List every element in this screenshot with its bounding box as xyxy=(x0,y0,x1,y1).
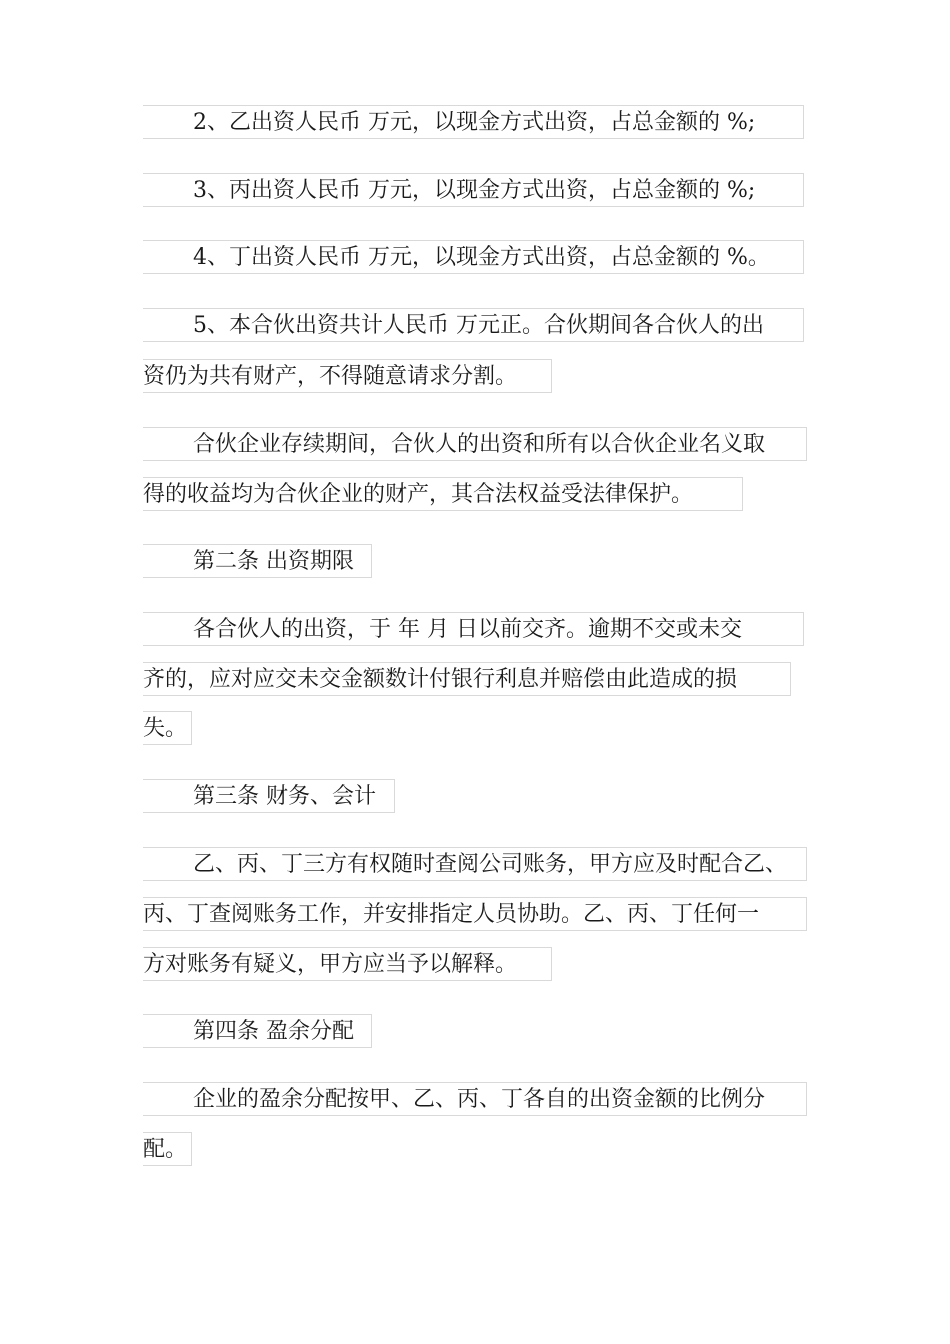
paragraph-profit-distribution-line-2: 配。 xyxy=(143,1132,192,1166)
section-heading-article-2: 第二条 出资期限 xyxy=(143,544,372,578)
paragraph-accounting-line-2: 丙、丁查阅账务工作，并安排指定人员协助。乙、丙、丁任何一 xyxy=(143,897,807,931)
paragraph-contribution-deadline-line-3: 失。 xyxy=(143,711,192,745)
paragraph-partnership-property-line-2: 得的收益均为合伙企业的财产，其合法权益受法律保护。 xyxy=(143,477,743,511)
clause-item-4: 4、丁出资人民币 万元，以现金方式出资，占总金额的 %。 xyxy=(143,240,804,274)
clause-item-2: 2、乙出资人民币 万元，以现金方式出资，占总金额的 %; xyxy=(143,105,804,139)
section-heading-article-3: 第三条 财务、会计 xyxy=(143,779,395,813)
paragraph-contribution-deadline-line-2: 齐的，应对应交未交金额数计付银行利息并赔偿由此造成的损 xyxy=(143,662,791,696)
paragraph-profit-distribution-line-1: 企业的盈余分配按甲、乙、丙、丁各自的出资金额的比例分 xyxy=(143,1082,807,1116)
paragraph-accounting-line-3: 方对账务有疑义，甲方应当予以解释。 xyxy=(143,947,552,981)
clause-item-5-line-1: 5、本合伙出资共计人民币 万元正。合伙期间各合伙人的出 xyxy=(143,308,804,342)
paragraph-contribution-deadline-line-1: 各合伙人的出资，于 年 月 日以前交齐。逾期不交或未交 xyxy=(143,612,804,646)
section-heading-article-4: 第四条 盈余分配 xyxy=(143,1014,372,1048)
paragraph-partnership-property-line-1: 合伙企业存续期间，合伙人的出资和所有以合伙企业名义取 xyxy=(143,427,807,461)
clause-item-5-line-2: 资仍为共有财产，不得随意请求分割。 xyxy=(143,359,552,393)
paragraph-accounting-line-1: 乙、丙、丁三方有权随时查阅公司账务，甲方应及时配合乙、 xyxy=(143,847,807,881)
clause-item-3: 3、丙出资人民币 万元，以现金方式出资，占总金额的 %; xyxy=(143,173,804,207)
